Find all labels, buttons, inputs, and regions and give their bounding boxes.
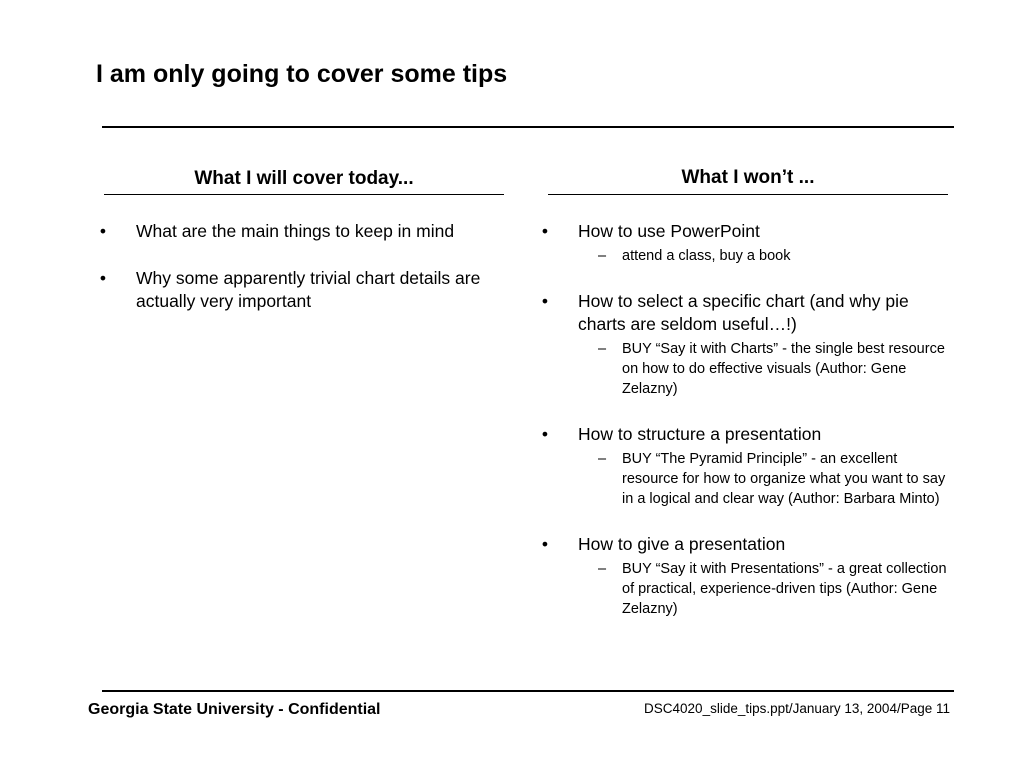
title-divider: [102, 126, 954, 128]
bullet-marker: •: [541, 221, 549, 241]
bullet-marker: •: [541, 534, 549, 554]
footer-divider: [102, 690, 954, 692]
bullet-text: Why some apparently trivial chart details are actually very important: [136, 268, 481, 311]
slide-title: I am only going to cover some tips: [96, 60, 508, 88]
sub-list-item: [578, 339, 950, 399]
right-column-bullet-list: [538, 220, 950, 619]
list-item: [538, 533, 950, 619]
dash-marker: –: [597, 341, 607, 357]
sub-item-text: BUY “The Pyramid Principle” - an excellent resource for how to organize what you want to say in a logical and clear way (Author: Barbara Minto): [622, 451, 946, 507]
right-column-heading-underline: [548, 194, 948, 195]
list-item: [96, 267, 506, 313]
bullet-text: How to structure a presentation: [578, 424, 822, 444]
bullet-marker: •: [541, 424, 549, 444]
right-column-heading: What I won’t ...: [681, 167, 815, 188]
bullet-marker: •: [541, 291, 549, 311]
list-item: [96, 220, 506, 243]
sub-item-text: BUY “Say it with Presentations” - a great collection of practical, experience-driven tips (Author: Gene Zelazny): [622, 561, 947, 617]
sub-list: [578, 339, 950, 399]
left-column-heading: What I will cover today...: [194, 168, 414, 189]
bullet-text: How to select a specific chart (and why pie charts are seldom useful…!): [578, 291, 909, 334]
left-column-heading-underline: [104, 194, 504, 195]
bullet-marker: •: [99, 268, 107, 288]
list-item: [538, 290, 950, 399]
dash-marker: –: [597, 451, 607, 467]
list-item: [538, 423, 950, 509]
sub-list-item: [578, 559, 950, 619]
sub-list: [578, 246, 950, 266]
left-column-bullet-list: [96, 220, 506, 313]
sub-item-text: BUY “Say it with Charts” - the single best resource on how to do effective visuals (Author: Gene Zelazny): [622, 341, 945, 397]
bullet-text: How to use PowerPoint: [578, 221, 760, 241]
footer-confidential-label: Georgia State University - Confidential: [88, 701, 381, 718]
bullet-marker: •: [99, 221, 107, 241]
bullet-text: How to give a presentation: [578, 534, 786, 554]
sub-list: [578, 559, 950, 619]
bullet-text: What are the main things to keep in mind: [136, 221, 455, 241]
dash-marker: –: [597, 248, 607, 264]
sub-list-item: [578, 246, 950, 266]
sub-list-item: [578, 449, 950, 509]
footer-page-info: DSC4020_slide_tips.ppt/January 13, 2004/Page 11: [644, 701, 950, 716]
dash-marker: –: [597, 561, 607, 577]
list-item: [538, 220, 950, 266]
sub-list: [578, 449, 950, 509]
sub-item-text: attend a class, buy a book: [622, 248, 791, 264]
